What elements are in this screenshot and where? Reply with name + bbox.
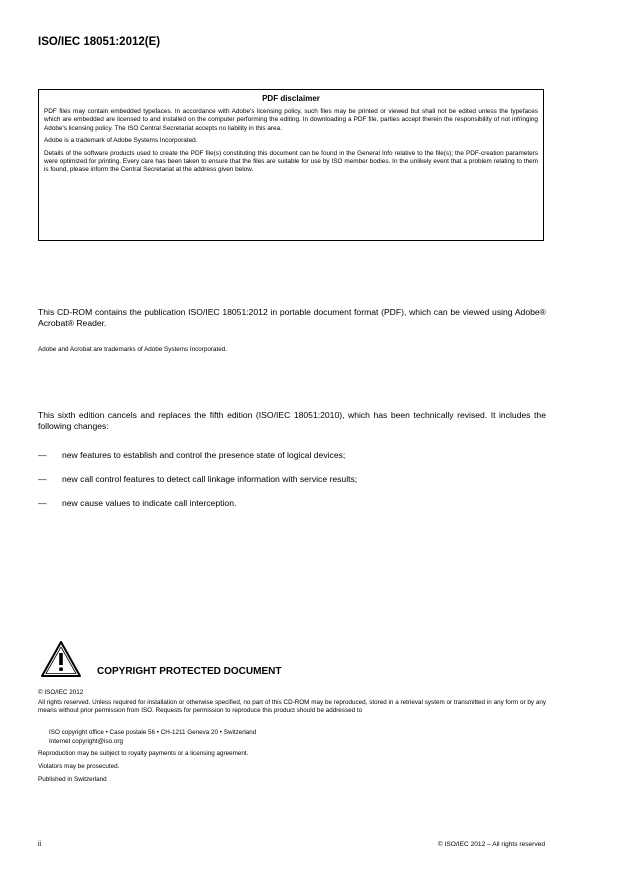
rights-statement: All rights reserved. Unless required for installation or otherwise specified, no part of this CD-ROM may be reproduced, stored in a retrieval system or transmitted in any form or by any means without prior permission from ISO. Requests for permission to reproduce this product should be addressed to <box>38 699 546 715</box>
copyright-email: Internet copyright@iso.org <box>49 738 123 745</box>
disclaimer-paragraph: Adobe is a trademark of Adobe Systems Incorporated. <box>44 137 198 145</box>
pdf-disclaimer-box <box>38 89 544 241</box>
disclaimer-paragraph: PDF files may contain embedded typefaces. In accordance with Adobe's licensing policy, such files may be printed or viewed but shall not be edited unless the typefaces which are embedded are licensed to and installed on the computer performing the editing. In downloading a PDF file, parties accept therein the responsibility of not infringing Adobe's licensing policy. The ISO Central Secretariat accepts no liability in this area. <box>44 108 538 132</box>
disclaimer-title: PDF disclaimer <box>262 94 320 103</box>
edition-statement: This sixth edition cancels and replaces the fifth edition (ISO/IEC 18051:2010), which has been technically revised. It includes the following changes: <box>38 410 546 431</box>
copyright-owner: © ISO/IEC 2012 <box>38 689 84 696</box>
dash-marker: — <box>38 450 47 460</box>
footer-copyright: © ISO/IEC 2012 – All rights reserved <box>437 841 545 848</box>
cdrom-statement: This CD-ROM contains the publication ISO/IEC 18051:2012 in portable document format (PDF), which can be viewed using Adobe® Acrobat® Reader. <box>38 307 546 328</box>
trademark-note: Adobe and Acrobat are trademarks of Adobe Systems Incorporated. <box>38 346 228 353</box>
dash-marker: — <box>38 474 47 484</box>
change-item <box>38 450 546 461</box>
change-item <box>38 498 546 509</box>
change-text: new call control features to detect call linkage information with service results; <box>62 474 358 484</box>
change-text: new features to establish and control the presence state of logical devices; <box>62 450 346 460</box>
document-id: ISO/IEC 18051:2012(E) <box>38 36 161 48</box>
page-number: ii <box>38 841 42 848</box>
violators-notice: Violators may be prosecuted. <box>38 763 120 770</box>
published-location: Published in Switzerland <box>38 776 107 783</box>
change-item <box>38 474 546 485</box>
disclaimer-paragraph: Details of the software products used to create the PDF file(s) constituting this document can be found in the General Info relative to the file(s); the PDF-creation parameters were optimized for printing. Every care has been taken to ensure that the files are suitable for use by ISO member bodies. In the unlikely event that a problem relating to them is found, please inform the Central Secretariat at the address given below. <box>44 149 538 174</box>
warning-triangle-icon <box>40 640 82 678</box>
change-text: new cause values to indicate call interception. <box>62 498 237 508</box>
dash-marker: — <box>38 498 47 508</box>
royalty-notice: Reproduction may be subject to royalty payments or a licensing agreement. <box>38 750 249 757</box>
copyright-office-address: ISO copyright office • Case postale 56 • CH-1211 Geneva 20 • Switzerland <box>49 729 257 736</box>
copyright-title: COPYRIGHT PROTECTED DOCUMENT <box>97 666 282 677</box>
